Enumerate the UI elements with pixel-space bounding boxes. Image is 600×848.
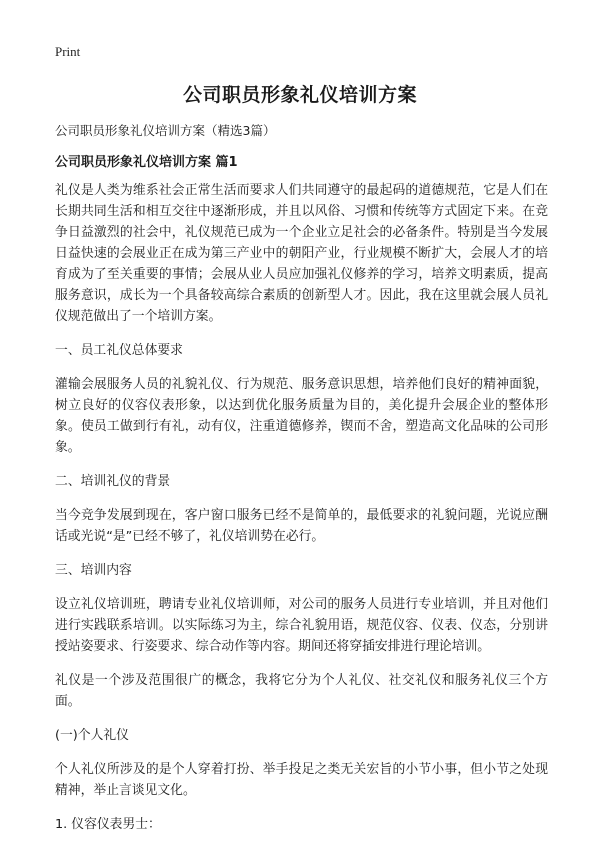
heading-appearance-men: 1. 仪容仪表男士： (55, 817, 161, 832)
paragraph-etiquette-scope: 礼仪是一个涉及范围很广的概念，我将它分为个人礼仪、社交礼仪和服务礼仪三个方面。 (55, 673, 548, 709)
document-body (55, 180, 548, 848)
paragraph-general-requirements: 灌输会展服务人员的礼貌礼仪、行为规范、服务意识思想，培养他们良好的精神面貌，树立良好的仪容仪表形象，以达到优化服务质量为目的，美化提升会展企业的整体形象。使员工做到行有礼，动有仪，注重道德修养，锲而不舍，塑造高文化品味的公司形象。 (55, 377, 548, 455)
paragraph-background: 当今竞争发展到现在，客户窗口服务已经不是简单的，最低要求的礼貌问题，光说应酬话或光说“是”已经不够了，礼仪培训势在必行。 (55, 508, 548, 544)
section-heading: 公司职员形象礼仪培训方案 篇1 (55, 155, 238, 170)
paragraph-personal-etiquette: 个人礼仪所涉及的是个人穿着打扮、举手投足之类无关宏旨的小节小事，但小节之处现精神，举止言谈见文化。 (55, 762, 548, 798)
heading-training-content: 三、培训内容 (55, 563, 132, 578)
heading-personal-etiquette: (一)个人礼仪 (55, 728, 129, 743)
document-title: 公司职员形象礼仪培训方案 (182, 84, 417, 106)
heading-background: 二、培训礼仪的背景 (55, 474, 171, 489)
document-subtitle: 公司职员形象礼仪培训方案（精选3篇） (55, 123, 276, 138)
paragraph-intro: 礼仪是人类为维系社会正常生活而要求人们共同遵守的最起码的道德规范，它是人们在长期共同生活和相互交往中逐渐形成，并且以风俗、习惯和传统等方式固定下来。在竞争日益激烈的社会中，礼仪规范已成为一个企业立足社会的必备条件。特别是当今发展日益快速的会展业正在成为第三产业中的朝阳产业，行业规模不断扩大，会展人才的培育成为了至关重要的事情；会展从业人员应加强礼仪修养的学习，培养文明素质，提高服务意识，成长为一个具备较高综合素质的创新型人才。因此，我在这里就会展人员礼仪规范做出了一个培训方案。 (55, 183, 548, 324)
print-label[interactable]: Print (55, 44, 81, 59)
heading-general-requirements: 一、员工礼仪总体要求 (55, 343, 183, 358)
paragraph-training-content: 设立礼仪培训班，聘请专业礼仪培训师，对公司的服务人员进行专业培训，并且对他们进行实践联系培训。以实际练习为主，综合礼貌用语，规范仪容、仪表、仪态，分别讲授站姿要求、行姿要求、综合动作等内容。期间还将穿插安排进行理论培训。 (55, 597, 548, 654)
